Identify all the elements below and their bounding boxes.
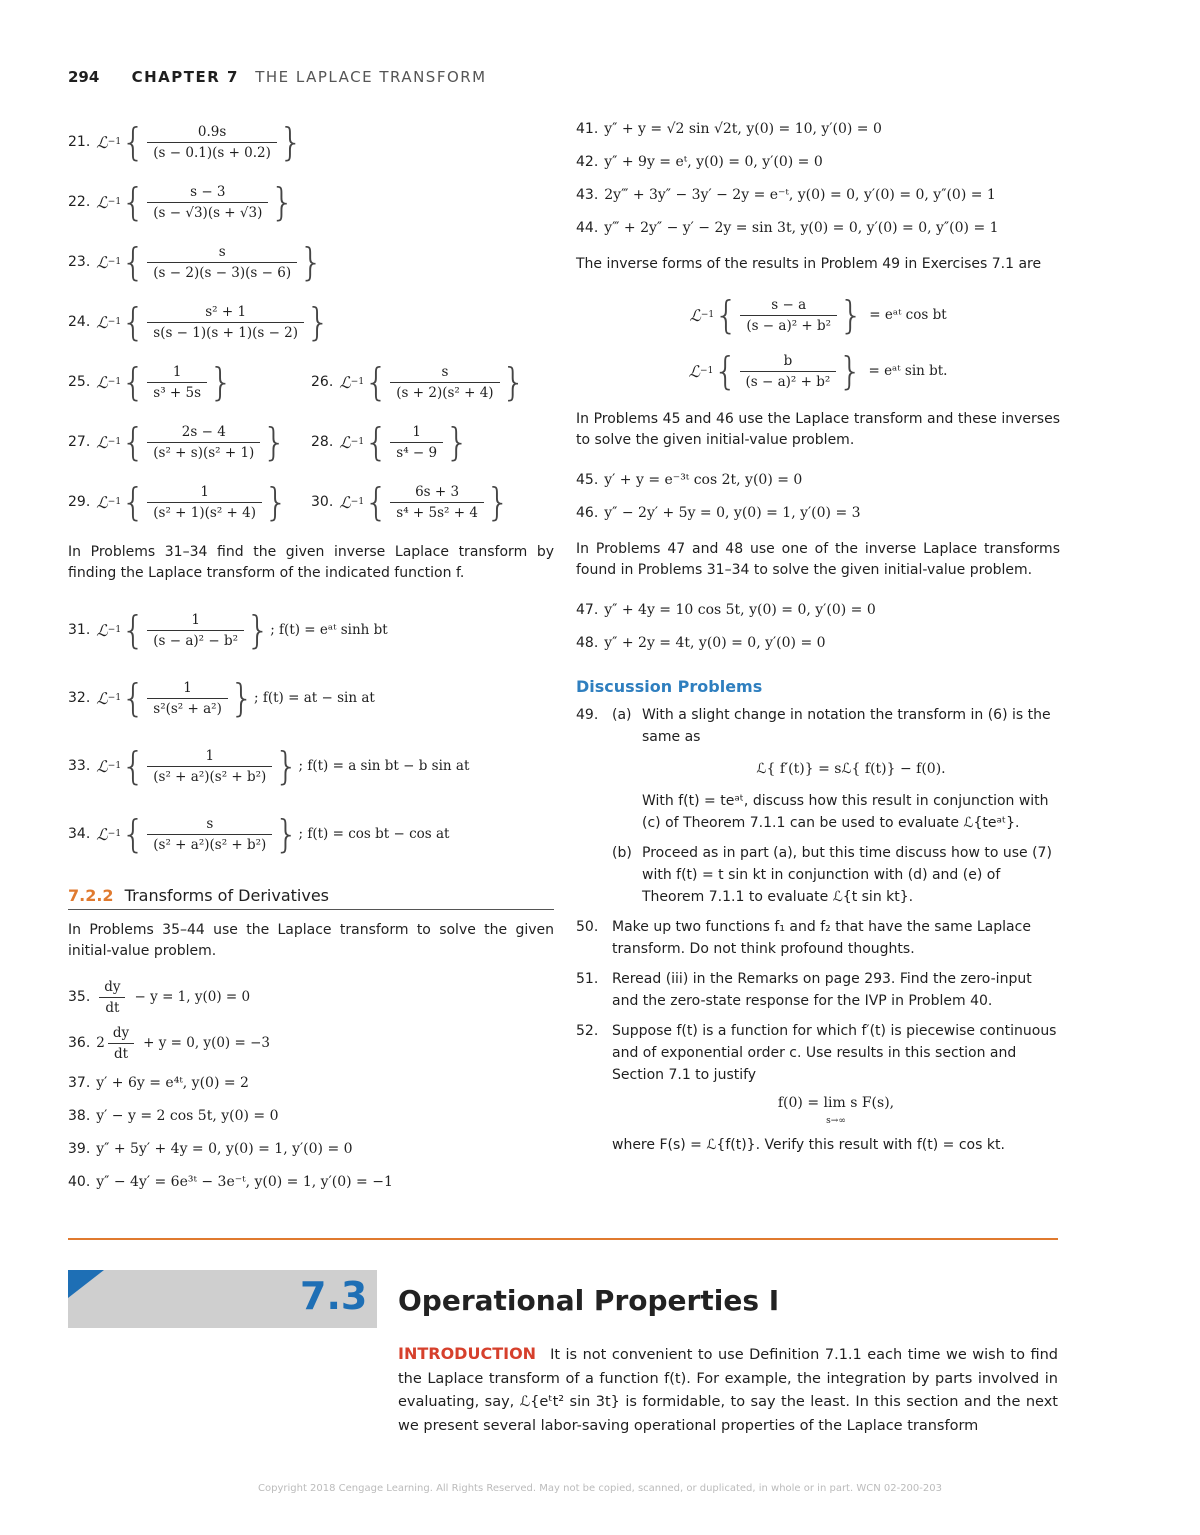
problem-text: Reread (iii) in the Remarks on page 293. Find the zero-input and the zero-state response for the IVP in Problem 40. — [612, 971, 1032, 1009]
given-function: ; f(t) = a sin bt − b sin at — [298, 758, 470, 774]
problem-50 — [576, 916, 1060, 960]
laplace-operator: ℒ — [339, 492, 351, 512]
problems-31-34 — [68, 596, 554, 868]
right-brace: } — [246, 608, 271, 652]
expression — [96, 360, 234, 404]
given-function: ; f(t) = at − sin at — [254, 690, 375, 706]
left-brace: { — [121, 240, 146, 284]
laplace-operator: ℒ — [96, 312, 108, 332]
limit-subscript: s→∞ — [826, 1116, 846, 1126]
denominator: dt — [99, 997, 125, 1016]
problem-number: 43. — [576, 186, 599, 203]
denominator: (s − a)² − b² — [147, 630, 244, 649]
numerator: dy — [104, 978, 121, 995]
denominator: s⁴ + 5s² + 4 — [390, 502, 484, 521]
left-column — [68, 112, 554, 1198]
problem-number: 45. — [576, 471, 599, 488]
denominator: (s − 0.1)(s + 0.2) — [147, 142, 277, 161]
right-brace: } — [270, 180, 295, 224]
fraction — [147, 680, 228, 717]
problem — [68, 412, 311, 472]
laplace-operator: ℒ — [688, 361, 701, 381]
expression — [96, 120, 304, 164]
numerator: 6s + 3 — [415, 483, 460, 500]
given-function: ; f(t) = eᵃᵗ sinh bt — [270, 622, 388, 638]
inverse-form — [576, 343, 1060, 399]
right-column — [576, 112, 1060, 1164]
expression — [339, 420, 470, 464]
problem-number: 36. — [68, 1035, 91, 1051]
derivative — [107, 1025, 135, 1062]
section-title: Operational Properties I — [398, 1284, 780, 1317]
problem-number: 38. — [68, 1107, 91, 1124]
right-brace: } — [838, 349, 863, 393]
instructions-35-44: In Problems 35–44 use the Laplace transform to solve the given initial-value problem. — [68, 922, 554, 959]
right-brace: } — [485, 480, 511, 524]
problem — [68, 1165, 554, 1198]
problem — [68, 1099, 554, 1132]
numerator: 1 — [412, 423, 421, 440]
fraction — [147, 748, 272, 785]
problem-number: 47. — [576, 601, 599, 618]
running-header — [68, 68, 487, 86]
problem — [576, 112, 1060, 145]
expression — [96, 480, 289, 524]
copyright-notice: Copyright 2018 Cengage Learning. All Rights Reserved. May not be copied, scanned, or duplicated, in whole or in part. WCN 02-200-203 — [258, 1483, 942, 1494]
equation: y″ + 5y′ + 4y = 0, y(0) = 1, y′(0) = 0 — [96, 1140, 353, 1157]
problem — [68, 112, 554, 172]
problem-number: 49. — [576, 707, 599, 723]
problem — [68, 800, 554, 868]
instructions-47-48: In Problems 47 and 48 use one of the inverse Laplace transforms found in Problems 31–34 to solve the given initial-value problem. — [576, 541, 1060, 578]
fraction — [740, 297, 837, 334]
problem-number: 34. — [68, 826, 91, 842]
problems-47-48 — [576, 593, 1060, 659]
fraction — [147, 184, 268, 221]
left-brace: { — [364, 420, 389, 464]
problem-number: 50. — [576, 919, 599, 935]
left-brace: { — [121, 812, 146, 856]
numerator: s − 3 — [190, 183, 226, 200]
subsection-title: Transforms of Derivatives — [124, 886, 329, 905]
numerator: s — [441, 363, 449, 380]
problem-number: 26. — [311, 374, 334, 390]
right-brace: } — [274, 812, 299, 856]
expression — [96, 676, 375, 720]
given-function: ; f(t) = cos bt − cos at — [298, 826, 450, 842]
problem-number: 35. — [68, 989, 91, 1005]
left-brace: { — [121, 300, 146, 344]
problem-number: 40. — [68, 1173, 91, 1190]
subsection-number: 7.2.2 — [68, 886, 114, 905]
section-divider — [68, 1238, 1058, 1240]
equation: y′ + 6y = e⁴ᵗ, y(0) = 2 — [96, 1074, 249, 1091]
fraction — [147, 364, 207, 401]
introduction — [398, 1342, 1058, 1438]
right-brace: } — [262, 420, 287, 464]
numerator: 1 — [183, 679, 192, 696]
discussion-title: Discussion Problems — [576, 677, 763, 696]
problem-number: 31. — [68, 622, 91, 638]
problem-49 — [576, 704, 1060, 908]
problem — [68, 664, 554, 732]
equation: y″ + 2y = 4t, y(0) = 0, y′(0) = 0 — [604, 634, 826, 651]
chapter-title: THE LAPLACE TRANSFORM — [255, 68, 487, 86]
denominator: s⁴ − 9 — [390, 442, 443, 461]
part-label: (a) — [612, 707, 632, 723]
problem — [311, 352, 554, 412]
denominator: (s − 2)(s − 3)(s − 6) — [147, 262, 297, 281]
problem-number: 51. — [576, 971, 599, 987]
inverse-superscript: −1 — [107, 377, 122, 387]
problem — [576, 145, 1060, 178]
left-brace: { — [121, 120, 146, 164]
problems-21-24 — [68, 112, 554, 352]
denominator: dt — [108, 1043, 134, 1062]
denominator: (s² + 1)(s² + 4) — [147, 502, 262, 521]
subsection-heading — [68, 886, 554, 910]
left-brace: { — [121, 744, 146, 788]
right-brace: } — [278, 120, 304, 164]
problem — [68, 732, 554, 800]
problem-number: 21. — [68, 134, 91, 150]
coefficient: 2 — [96, 1035, 105, 1051]
equation-rest: + y = 0, y(0) = −3 — [143, 1035, 270, 1051]
problem — [576, 463, 1060, 496]
laplace-operator: ℒ — [339, 432, 351, 452]
inverse-superscript: −1 — [107, 437, 122, 447]
problems-41-44 — [576, 112, 1060, 244]
problem-number: 39. — [68, 1140, 91, 1157]
left-brace: { — [121, 420, 146, 464]
instructions-45-46: In Problems 45 and 46 use the Laplace transform and these inverses to solve the given initial-value problem. — [576, 411, 1060, 448]
right-brace: } — [839, 293, 864, 337]
problem-number: 29. — [68, 494, 91, 510]
chapter-label: CHAPTER 7 — [131, 68, 239, 86]
problem — [68, 232, 554, 292]
expression — [96, 812, 450, 856]
left-brace: { — [121, 480, 146, 524]
problem-pair — [68, 352, 554, 412]
right-brace: } — [263, 480, 289, 524]
problem — [576, 626, 1060, 659]
numerator: s — [206, 815, 214, 832]
problem-pair — [68, 472, 554, 532]
problem-pair — [68, 412, 554, 472]
equation: y′ − y = 2 cos 5t, y(0) = 0 — [96, 1107, 279, 1124]
problem-number: 32. — [68, 690, 91, 706]
left-brace: { — [714, 293, 739, 337]
right-brace: } — [306, 300, 331, 344]
problem-number: 28. — [311, 434, 334, 450]
problem — [68, 596, 554, 664]
derivative — [98, 979, 126, 1016]
laplace-operator: ℒ — [96, 132, 108, 152]
numerator: 1 — [172, 363, 182, 380]
problem-number: 25. — [68, 374, 91, 390]
problem — [68, 292, 554, 352]
fraction — [147, 816, 272, 853]
part-label: (b) — [612, 845, 632, 861]
problem — [576, 178, 1060, 211]
numerator: 0.9s — [197, 123, 227, 140]
denominator: (s² + a²)(s² + b²) — [147, 766, 272, 785]
laplace-operator: ℒ — [96, 620, 108, 640]
denominator: (s² + s)(s² + 1) — [147, 442, 260, 461]
limit-equation: f(0) = lim s F(s), — [777, 1095, 895, 1111]
laplace-operator: ℒ — [96, 432, 108, 452]
problem-number: 37. — [68, 1074, 91, 1091]
problem-text: With f(t) = teᵃᵗ, discuss how this result in conjunction with (c) of Theorem 7.1.1 can be used to evaluate ℒ{teᵃᵗ}. — [642, 793, 1049, 831]
equation — [612, 1092, 1060, 1132]
inverse-superscript: −1 — [107, 761, 122, 771]
problem-text: Proceed as in part (a), but this time discuss how to use (7) with f(t) = t sin kt in conjunction with (d) and (e) of Theorem 7.1.1 to evaluate ℒ{t sin kt}. — [642, 845, 1052, 905]
numerator: b — [783, 352, 793, 369]
right-brace: } — [299, 240, 324, 284]
denominator: (s − a)² + b² — [740, 371, 837, 390]
denominator: s(s − 1)(s + 1)(s − 2) — [147, 322, 304, 341]
problem-number: 41. — [576, 120, 599, 137]
left-brace: { — [364, 360, 389, 404]
laplace-operator: ℒ — [96, 372, 108, 392]
inverse-superscript: −1 — [107, 197, 122, 207]
fraction — [147, 484, 262, 521]
problem-number: 48. — [576, 634, 599, 651]
instructions-31-34: In Problems 31–34 find the given inverse Laplace transform by finding the Laplace transform of the indicated function f. — [68, 544, 554, 581]
inverse-superscript: −1 — [107, 137, 122, 147]
denominator: (s − √3)(s + √3) — [147, 202, 268, 221]
problem-text: Suppose f(t) is a function for which f′(t) is piecewise continuous and of exponential order c. Use results in this section and Section 7.1 to justify — [612, 1023, 1057, 1083]
problem-number: 30. — [311, 494, 334, 510]
introduction-text: It is not convenient to use Definition 7.1.1 each time we wish to find the Laplace transform of a function f(t). For example, the integration by parts involved in evaluating, say, ℒ{eᵗt² sin 3t} is formidable, to say the least. In this section and the next we present several labor-saving operational properties of the Laplace transform — [398, 1347, 1058, 1434]
denominator: (s + 2)(s² + 4) — [390, 382, 499, 401]
inverse-superscript: −1 — [107, 317, 122, 327]
left-brace: { — [121, 360, 146, 404]
problem-number: 44. — [576, 219, 599, 236]
problem-number: 23. — [68, 254, 91, 270]
numerator: s − a — [771, 296, 807, 313]
inverse-superscript: −1 — [350, 497, 365, 507]
expression — [96, 420, 287, 464]
equation — [96, 979, 250, 1016]
equation — [96, 1025, 270, 1062]
problems-37-40 — [68, 1066, 554, 1198]
equation: ℒ{ f′(t)} = sℒ{ f(t)} − f(0). — [756, 761, 946, 777]
denominator: s³ + 5s — [147, 382, 207, 401]
expression — [339, 360, 526, 404]
right-brace: } — [229, 676, 255, 720]
introduction-label: INTRODUCTION — [398, 1344, 537, 1363]
right-brace: } — [445, 420, 470, 464]
problem — [68, 1132, 554, 1165]
problems-35-36 — [68, 974, 554, 1066]
result: = eᵃᵗ cos bt — [869, 307, 947, 323]
denominator: (s² + a²)(s² + b²) — [147, 834, 272, 853]
fraction — [147, 424, 260, 461]
problem — [311, 412, 554, 472]
denominator: s²(s² + a²) — [147, 698, 228, 717]
expression — [339, 480, 511, 524]
laplace-operator: ℒ — [96, 824, 108, 844]
right-brace: } — [274, 744, 299, 788]
problem-number: 46. — [576, 504, 599, 521]
expression — [96, 180, 295, 224]
problems-25-30 — [68, 352, 554, 532]
laplace-operator: ℒ — [96, 192, 108, 212]
problem — [68, 172, 554, 232]
problem-text: where F(s) = ℒ{f(t)}. Verify this result with f(t) = cos kt. — [612, 1137, 1005, 1153]
equation: y″ − 2y′ + 5y = 0, y(0) = 1, y′(0) = 3 — [604, 504, 861, 521]
inverse-superscript: −1 — [107, 257, 122, 267]
expression — [96, 300, 331, 344]
problem — [576, 211, 1060, 244]
numerator: s² + 1 — [205, 303, 247, 320]
result: = eᵃᵗ sin bt. — [868, 363, 948, 379]
equation: y′ + y = e⁻³ᵗ cos 2t, y(0) = 0 — [604, 471, 803, 488]
problem-51 — [576, 968, 1060, 1012]
inverse-superscript: −1 — [107, 693, 122, 703]
problem-number: 24. — [68, 314, 91, 330]
problem-text: Make up two functions f₁ and f₂ that have the same Laplace transform. Do not think profound thoughts. — [612, 919, 1031, 957]
fraction — [147, 124, 277, 161]
problem-number: 27. — [68, 434, 91, 450]
fraction — [390, 484, 484, 521]
numerator: 1 — [191, 611, 200, 628]
right-brace: } — [209, 360, 234, 404]
left-brace: { — [364, 480, 389, 524]
inverse-superscript: −1 — [700, 366, 714, 376]
laplace-operator: ℒ — [96, 252, 108, 272]
problem — [576, 593, 1060, 626]
page-number: 294 — [68, 68, 100, 86]
numerator: dy — [112, 1024, 130, 1041]
equation-rest: − y = 1, y(0) = 0 — [134, 989, 251, 1005]
inverse-superscript: −1 — [107, 497, 122, 507]
expression — [96, 608, 388, 652]
numerator: 1 — [200, 483, 209, 500]
problem-number: 22. — [68, 194, 91, 210]
numerator: 2s − 4 — [181, 423, 226, 440]
inverse-superscript: −1 — [350, 437, 365, 447]
problem-text: With a slight change in notation the transform in (6) is the same as — [642, 707, 1051, 745]
inverse-superscript: −1 — [700, 310, 715, 320]
fraction — [147, 612, 244, 649]
fraction — [147, 304, 304, 341]
problem — [68, 472, 311, 532]
inverse-forms — [576, 287, 1060, 399]
problem — [68, 974, 554, 1020]
fraction — [147, 244, 297, 281]
problems-45-46 — [576, 463, 1060, 529]
left-brace: { — [121, 180, 146, 224]
fraction — [740, 353, 837, 390]
problem — [576, 496, 1060, 529]
inverse-forms-text: The inverse forms of the results in Problem 49 in Exercises 7.1 are — [576, 256, 1042, 272]
left-brace: { — [713, 349, 738, 393]
problem — [68, 1020, 554, 1066]
laplace-operator: ℒ — [96, 756, 108, 776]
equation: y″ + 4y = 10 cos 5t, y(0) = 0, y′(0) = 0 — [604, 601, 876, 618]
equation: y″ − 4y′ = 6e³ᵗ − 3e⁻ᵗ, y(0) = 1, y′(0) = −1 — [96, 1173, 393, 1190]
inverse-superscript: −1 — [350, 377, 365, 387]
laplace-operator: ℒ — [96, 688, 108, 708]
problem-number: 52. — [576, 1023, 599, 1039]
left-brace: { — [121, 608, 146, 652]
laplace-operator: ℒ — [96, 492, 108, 512]
numerator: 1 — [205, 747, 215, 764]
right-brace: } — [501, 360, 526, 404]
expression — [96, 744, 470, 788]
problem — [68, 1066, 554, 1099]
equation: y‴ + 2y″ − y′ − 2y = sin 3t, y(0) = 0, y′(0) = 0, y″(0) = 1 — [604, 219, 999, 236]
left-brace: { — [121, 676, 146, 720]
laplace-operator: ℒ — [689, 305, 701, 325]
inverse-superscript: −1 — [107, 829, 122, 839]
problem-number: 42. — [576, 153, 599, 170]
equation: y″ + 9y = eᵗ, y(0) = 0, y′(0) = 0 — [604, 153, 823, 170]
laplace-operator: ℒ — [339, 372, 351, 392]
problem — [68, 352, 311, 412]
inverse-superscript: −1 — [107, 625, 122, 635]
numerator: s — [218, 243, 226, 260]
equation: y″ + y = √2 sin √2t, y(0) = 10, y′(0) = 0 — [604, 120, 882, 137]
section-number: 7.3 — [300, 1274, 368, 1318]
denominator: (s − a)² + b² — [740, 315, 837, 334]
fraction — [390, 424, 443, 461]
corner-triangle — [68, 1270, 104, 1298]
problem — [311, 472, 554, 532]
fraction — [390, 364, 499, 401]
problem-number: 33. — [68, 758, 91, 774]
problem-52 — [576, 1020, 1060, 1156]
inverse-form — [576, 287, 1060, 343]
expression — [96, 240, 324, 284]
equation: 2y‴ + 3y″ − 3y′ − 2y = e⁻ᵗ, y(0) = 0, y′(0) = 0, y″(0) = 1 — [604, 186, 996, 203]
